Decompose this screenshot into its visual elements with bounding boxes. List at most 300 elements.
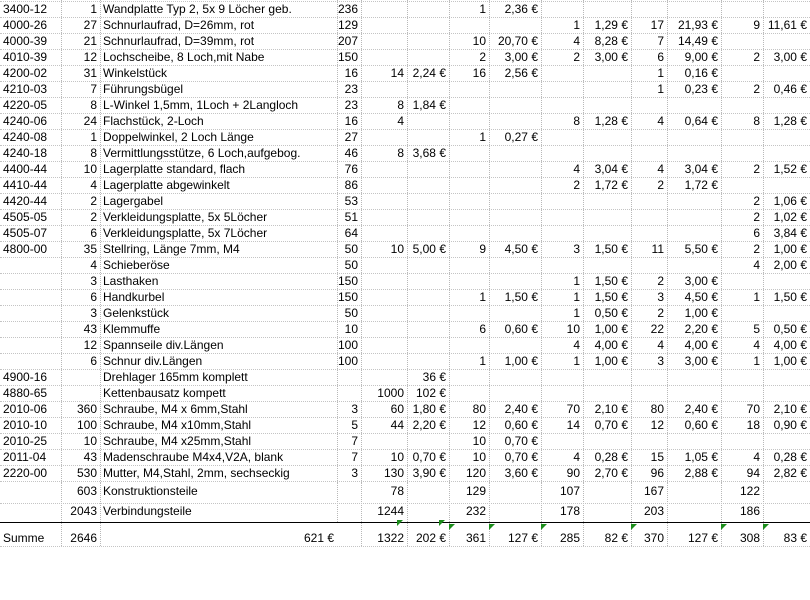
cell-unit-price: 27 <box>344 130 358 144</box>
cell-qty-b <box>449 81 489 97</box>
grid-line <box>449 483 450 546</box>
cell-qty-c: 4 <box>573 162 580 176</box>
cell-quantity: 3 <box>90 274 97 288</box>
cell-qty-a <box>361 209 407 225</box>
cell-qty-c: 70 <box>566 402 580 416</box>
cell-unit-price: 50 <box>344 258 358 272</box>
cell-quantity: 35 <box>83 242 97 256</box>
cell-quantity: 1 <box>90 130 97 144</box>
cell-quantity: 4 <box>90 258 97 272</box>
cell-quantity: 3 <box>90 306 97 320</box>
cell-qty-b: 1 <box>479 2 486 16</box>
summary-row <box>0 503 810 519</box>
cell-qty-d: 7 <box>657 34 664 48</box>
cell-qty-c: 285 <box>559 531 580 545</box>
grid-line <box>0 113 810 114</box>
cell-price-e: 3,84 € <box>773 226 807 240</box>
cell-price-d: 1,72 € <box>684 178 718 192</box>
cell-price-b <box>489 193 541 209</box>
cell-qty-d: 4 <box>657 114 664 128</box>
cell-qty-e <box>721 273 763 289</box>
cell-qty-c: 4 <box>573 34 580 48</box>
cell-qty-c: 3 <box>573 242 580 256</box>
cell-article-number: 4240-18 <box>3 146 48 160</box>
cell-qty-d: 15 <box>650 450 664 464</box>
cell-price-c: 2,70 € <box>594 466 628 480</box>
cell-price-b <box>489 305 541 321</box>
cell-unit-price <box>337 483 361 499</box>
cell-qty-e: 122 <box>739 484 760 498</box>
cell-qty-c <box>541 209 583 225</box>
cell-price-e: 2,00 € <box>773 258 807 272</box>
cell-price-e <box>763 97 810 113</box>
cell-qty-e: 70 <box>746 402 760 416</box>
cell-price-d: 0,23 € <box>684 82 718 96</box>
comment-indicator-icon <box>489 524 495 530</box>
cell-qty-a <box>361 193 407 209</box>
grid-line <box>631 483 632 546</box>
cell-price-c <box>583 385 631 401</box>
cell-price-e <box>763 369 810 385</box>
cell-qty-c <box>541 129 583 145</box>
cell-qty-d <box>631 209 667 225</box>
cell-price-e <box>763 305 810 321</box>
cell-quantity: 530 <box>76 466 97 480</box>
cell-price-c: 8,28 € <box>594 34 628 48</box>
cell-unit-price: 129 <box>337 18 358 32</box>
cell-qty-c <box>541 369 583 385</box>
cell-qty-e <box>721 1 763 17</box>
grid-line <box>0 33 810 34</box>
cell-qty-b: 10 <box>472 34 486 48</box>
cell-qty-c: 2 <box>573 178 580 192</box>
cell-qty-c <box>541 81 583 97</box>
cell-price-d: 5,50 € <box>684 242 718 256</box>
cell-qty-b <box>449 97 489 113</box>
table-row <box>0 433 810 449</box>
cell-price-b <box>489 257 541 273</box>
cell-price-b: 2,56 € <box>504 66 538 80</box>
cell-quantity <box>61 385 100 401</box>
cell-qty-a <box>361 1 407 17</box>
cell-qty-c: 1 <box>573 354 580 368</box>
cell-qty-d: 1 <box>657 66 664 80</box>
cell-qty-b <box>449 145 489 161</box>
grid-line <box>0 369 810 370</box>
cell-description: Verkleidungsplatte, 5x 7Löcher <box>103 226 268 240</box>
cell-qty-e <box>721 145 763 161</box>
cell-price-a <box>407 177 449 193</box>
cell-quantity: 43 <box>83 450 97 464</box>
cell-price-a: 0,70 € <box>412 450 446 464</box>
cell-unit-price: 236 <box>337 2 358 16</box>
cell-description: Lagerplatte abgewinkelt <box>103 178 230 192</box>
cell-price-b: 4,50 € <box>504 242 538 256</box>
cell-price-b: 20,70 € <box>497 34 538 48</box>
grid-line <box>0 161 810 162</box>
table-row <box>0 273 810 289</box>
cell-qty-d: 22 <box>650 322 664 336</box>
cell-qty-a <box>361 33 407 49</box>
table-row <box>0 145 810 161</box>
table-row <box>0 385 810 401</box>
cell-price-d: 0,60 € <box>684 418 718 432</box>
cell-qty-a <box>361 177 407 193</box>
cell-price-b: 0,70 € <box>504 434 538 448</box>
cell-price-b <box>489 81 541 97</box>
grid-line <box>0 273 810 274</box>
cell-price-e: 0,46 € <box>773 82 807 96</box>
cell-price-e: 1,50 € <box>773 290 807 304</box>
cell-description: Führungsbügel <box>103 82 184 96</box>
cell-price-c: 4,00 € <box>594 338 628 352</box>
cell-price-b <box>489 503 541 519</box>
cell-article-number: 4220-05 <box>3 98 48 112</box>
cell-qty-b: 232 <box>465 504 486 518</box>
cell-qty-e: 4 <box>753 258 760 272</box>
cell-price-d: 3,00 € <box>684 354 718 368</box>
cell-article-number <box>0 273 61 289</box>
cell-qty-e: 308 <box>739 531 760 545</box>
cell-qty-d <box>631 145 667 161</box>
grid-line <box>0 337 810 338</box>
cell-qty-c <box>541 1 583 17</box>
cell-price-b <box>489 385 541 401</box>
cell-qty-e: 5 <box>753 322 760 336</box>
cell-price-a <box>407 289 449 305</box>
cell-label: Summe <box>3 531 45 545</box>
cell-price-b <box>489 225 541 241</box>
cell-description: L-Winkel 1,5mm, 1Loch + 2Langloch <box>103 98 299 112</box>
cell-price-e: 2,10 € <box>773 402 807 416</box>
cell-description: Schnurlaufrad, D=39mm, rot <box>103 34 255 48</box>
cell-qty-d <box>631 1 667 17</box>
cell-unit-price: 100 <box>337 338 358 352</box>
cell-article-number: 4400-44 <box>3 162 48 176</box>
cell-price-c: 1,00 € <box>594 322 628 336</box>
cell-qty-c: 107 <box>559 484 580 498</box>
cell-price-a <box>407 321 449 337</box>
cell-qty-e: 6 <box>753 226 760 240</box>
cell-price-a <box>407 433 449 449</box>
grid-line <box>0 65 810 66</box>
cell-qty-d: 6 <box>657 50 664 64</box>
cell-article-number: 4010-39 <box>3 50 48 64</box>
cell-price-b: 1,00 € <box>504 354 538 368</box>
cell-price-d <box>667 257 721 273</box>
cell-quantity: 8 <box>90 98 97 112</box>
cell-qty-a: 10 <box>390 242 404 256</box>
cell-price-a <box>407 225 449 241</box>
cell-article-number: 2010-10 <box>3 418 48 432</box>
cell-qty-e: 1 <box>753 290 760 304</box>
grid-line <box>0 385 810 386</box>
cell-price-b: 2,36 € <box>504 2 538 16</box>
cell-article-number: 4800-00 <box>3 242 48 256</box>
cell-qty-d: 4 <box>657 338 664 352</box>
cell-price-a: 2,24 € <box>412 66 446 80</box>
cell-qty-b: 80 <box>472 402 486 416</box>
cell-qty-e: 9 <box>753 18 760 32</box>
grid-line <box>489 483 490 546</box>
cell-description: Gelenkstück <box>103 306 170 320</box>
cell-qty-e: 18 <box>746 418 760 432</box>
summary-row <box>0 483 810 499</box>
cell-quantity: 10 <box>83 162 97 176</box>
cell-article-number: 2220-00 <box>3 466 48 480</box>
cell-price-a: 1,80 € <box>412 402 446 416</box>
cell-qty-e <box>721 369 763 385</box>
cell-qty-b: 1 <box>479 354 486 368</box>
cell-qty-b: 1 <box>479 290 486 304</box>
cell-qty-e: 2 <box>753 194 760 208</box>
grid-line <box>0 522 810 523</box>
cell-price-e <box>763 385 810 401</box>
cell-price-d: 21,93 € <box>677 18 718 32</box>
grid-line <box>0 503 810 504</box>
cell-qty-d: 4 <box>657 162 664 176</box>
cell-qty-a <box>361 305 407 321</box>
cell-article-number: 4505-05 <box>3 210 48 224</box>
cell-unit-price: 23 <box>344 82 358 96</box>
grid-line <box>0 1 810 2</box>
cell-qty-e <box>721 65 763 81</box>
grid-line <box>0 49 810 50</box>
cell-price-e <box>763 503 810 519</box>
cell-price-a: 3,90 € <box>412 466 446 480</box>
cell-description: Schraube, M4 x 6mm,Stahl <box>103 402 248 416</box>
cell-description: Flachstück, 2-Loch <box>103 114 204 128</box>
cell-unit-price: 23 <box>344 98 358 112</box>
cell-price-c <box>583 145 631 161</box>
cell-price-e: 0,50 € <box>773 322 807 336</box>
cell-qty-e <box>721 33 763 49</box>
cell-description: Vermittlungsstütze, 6 Loch,aufgebog. <box>103 146 301 160</box>
cell-price-c <box>583 369 631 385</box>
cell-unit-price <box>337 503 361 519</box>
cell-quantity: 31 <box>83 66 97 80</box>
cell-description: Doppelwinkel, 2 Loch Länge <box>103 130 254 144</box>
grid-line <box>0 193 810 194</box>
cell-qty-d: 3 <box>657 290 664 304</box>
cell-price-c <box>583 503 631 519</box>
cell-price-c: 0,50 € <box>594 306 628 320</box>
table-row <box>0 401 810 417</box>
cell-qty-b <box>449 161 489 177</box>
table-row <box>0 65 810 81</box>
cell-description: Madenschraube M4x4,V2A, blank <box>103 450 284 464</box>
cell-qty-b <box>449 369 489 385</box>
cell-price-d <box>667 145 721 161</box>
cell-qty-a <box>361 129 407 145</box>
cell-qty-a: 1000 <box>377 386 404 400</box>
grid-line <box>407 483 408 546</box>
cell-article-number: 2010-06 <box>3 402 48 416</box>
cell-price-e: 1,52 € <box>773 162 807 176</box>
cell-qty-c <box>541 145 583 161</box>
grid-line <box>0 546 810 547</box>
cell-description: Schraube, M4 x10mm,Stahl <box>103 418 252 432</box>
cell-qty-b <box>449 209 489 225</box>
cell-article-number <box>0 257 61 273</box>
cell-unit-price <box>337 385 361 401</box>
cell-qty-d <box>631 257 667 273</box>
table-row <box>0 337 810 353</box>
cell-article-number <box>0 483 61 499</box>
comment-indicator-icon <box>631 524 637 530</box>
cell-qty-e <box>721 385 763 401</box>
cell-unit-price: 50 <box>344 306 358 320</box>
cell-price-a: 202 € <box>415 531 446 545</box>
cell-qty-a <box>361 353 407 369</box>
grid-line <box>100 483 101 546</box>
cell-price-c: 3,04 € <box>594 162 628 176</box>
cell-qty-a <box>361 289 407 305</box>
cell-unit-price: 64 <box>344 226 358 240</box>
cell-qty-d: 2 <box>657 178 664 192</box>
grid-line <box>721 483 722 546</box>
cell-price-c: 1,28 € <box>594 114 628 128</box>
cell-unit-price: 10 <box>344 322 358 336</box>
cell-price-b <box>489 483 541 499</box>
cell-price-a <box>407 81 449 97</box>
cell-article-number: 4210-03 <box>3 82 48 96</box>
cell-price-b <box>489 113 541 129</box>
cell-qty-a: 10 <box>390 450 404 464</box>
cell-price-d <box>667 129 721 145</box>
cell-qty-e <box>721 177 763 193</box>
cell-price-a <box>407 503 449 519</box>
cell-price-b: 127 € <box>507 531 538 545</box>
cell-article-number: 4505-07 <box>3 226 48 240</box>
grid-line <box>0 177 810 178</box>
cell-price-c: 0,70 € <box>594 418 628 432</box>
cell-price-a <box>407 257 449 273</box>
cell-qty-b: 12 <box>472 418 486 432</box>
cell-price-c <box>583 257 631 273</box>
cell-qty-a <box>361 337 407 353</box>
cell-article-number: 3400-12 <box>3 2 48 16</box>
comment-indicator-icon <box>439 520 445 526</box>
cell-description: Stellring, Länge 7mm, M4 <box>103 242 240 256</box>
cell-price-d <box>667 369 721 385</box>
cell-qty-a: 14 <box>390 66 404 80</box>
cell-qty-d: 17 <box>650 18 664 32</box>
cell-qty-d: 2 <box>657 274 664 288</box>
cell-price-e <box>763 33 810 49</box>
cell-qty-a: 1244 <box>377 504 404 518</box>
cell-price-c <box>583 1 631 17</box>
total-row <box>0 530 810 546</box>
cell-unit-price <box>337 369 361 385</box>
cell-price-d: 2,20 € <box>684 322 718 336</box>
cell-article-number: 2010-25 <box>3 434 48 448</box>
cell-qty-d <box>631 129 667 145</box>
table-row <box>0 17 810 33</box>
cell-price-c <box>583 129 631 145</box>
cell-price-d: 9,00 € <box>684 50 718 64</box>
table-row <box>0 465 810 481</box>
cell-article-number: 4880-65 <box>3 386 48 400</box>
cell-qty-e: 8 <box>753 114 760 128</box>
cell-price-b <box>489 369 541 385</box>
cell-price-a <box>407 17 449 33</box>
cell-price-b <box>489 337 541 353</box>
cell-price-e <box>763 145 810 161</box>
cell-price-d: 4,50 € <box>684 290 718 304</box>
cell-qty-b <box>449 193 489 209</box>
cell-price-d: 0,64 € <box>684 114 718 128</box>
cell-price-a <box>407 1 449 17</box>
table-row <box>0 193 810 209</box>
cell-unit-price: 16 <box>344 114 358 128</box>
cell-quantity: 1 <box>90 2 97 16</box>
cell-qty-c <box>541 257 583 273</box>
table-row <box>0 33 810 49</box>
comment-indicator-icon <box>721 524 727 530</box>
table-row <box>0 49 810 65</box>
cell-price-c: 1,29 € <box>594 18 628 32</box>
cell-quantity: 6 <box>90 226 97 240</box>
cell-description: Schnurlaufrad, D=26mm, rot <box>103 18 255 32</box>
cell-price-a <box>407 273 449 289</box>
cell-qty-b: 10 <box>472 434 486 448</box>
cell-qty-b <box>449 257 489 273</box>
grid-line <box>541 483 542 546</box>
cell-article-number: 4410-44 <box>3 178 48 192</box>
table-row <box>0 369 810 385</box>
cell-description: Wandplatte Typ 2, 5x 9 Löcher geb. <box>103 2 292 16</box>
cell-price-a <box>407 209 449 225</box>
cell-price-c: 82 € <box>604 531 628 545</box>
cell-qty-b: 6 <box>479 322 486 336</box>
cell-qty-c: 4 <box>573 450 580 464</box>
cell-qty-b: 10 <box>472 450 486 464</box>
cell-qty-e: 186 <box>739 504 760 518</box>
cell-qty-b <box>449 273 489 289</box>
cell-unit-price: 150 <box>337 50 358 64</box>
cell-qty-e: 2 <box>753 242 760 256</box>
cell-price-c: 1,72 € <box>594 178 628 192</box>
cell-qty-d: 167 <box>643 484 664 498</box>
cell-qty-a <box>361 17 407 33</box>
cell-price-e: 1,06 € <box>773 194 807 208</box>
grid-line <box>0 225 810 226</box>
cell-price-d: 0,16 € <box>684 66 718 80</box>
cell-description: Lagergabel <box>103 194 164 208</box>
cell-article-number: 4420-44 <box>3 194 48 208</box>
cell-price-c: 0,28 € <box>594 450 628 464</box>
cell-price-c: 1,50 € <box>594 242 628 256</box>
cell-unit-price: 51 <box>344 210 358 224</box>
cell-description: Handkurbel <box>103 290 165 304</box>
grid-line <box>61 483 62 546</box>
cell-qty-d: 1 <box>657 82 664 96</box>
cell-unit-price: 5 <box>351 418 358 432</box>
cell-price-e: 3,00 € <box>773 50 807 64</box>
cell-price-b: 0,60 € <box>504 322 538 336</box>
cell-price-e: 0,28 € <box>773 450 807 464</box>
cell-price-a: 1,84 € <box>412 98 446 112</box>
cell-price-e <box>763 177 810 193</box>
cell-quantity: 4 <box>90 178 97 192</box>
cell-price-a <box>407 113 449 129</box>
table-row <box>0 353 810 369</box>
grid-line <box>0 209 810 210</box>
cell-price-d: 1,05 € <box>684 450 718 464</box>
cell-price-e: 1,28 € <box>773 114 807 128</box>
cell-price-c <box>583 97 631 113</box>
